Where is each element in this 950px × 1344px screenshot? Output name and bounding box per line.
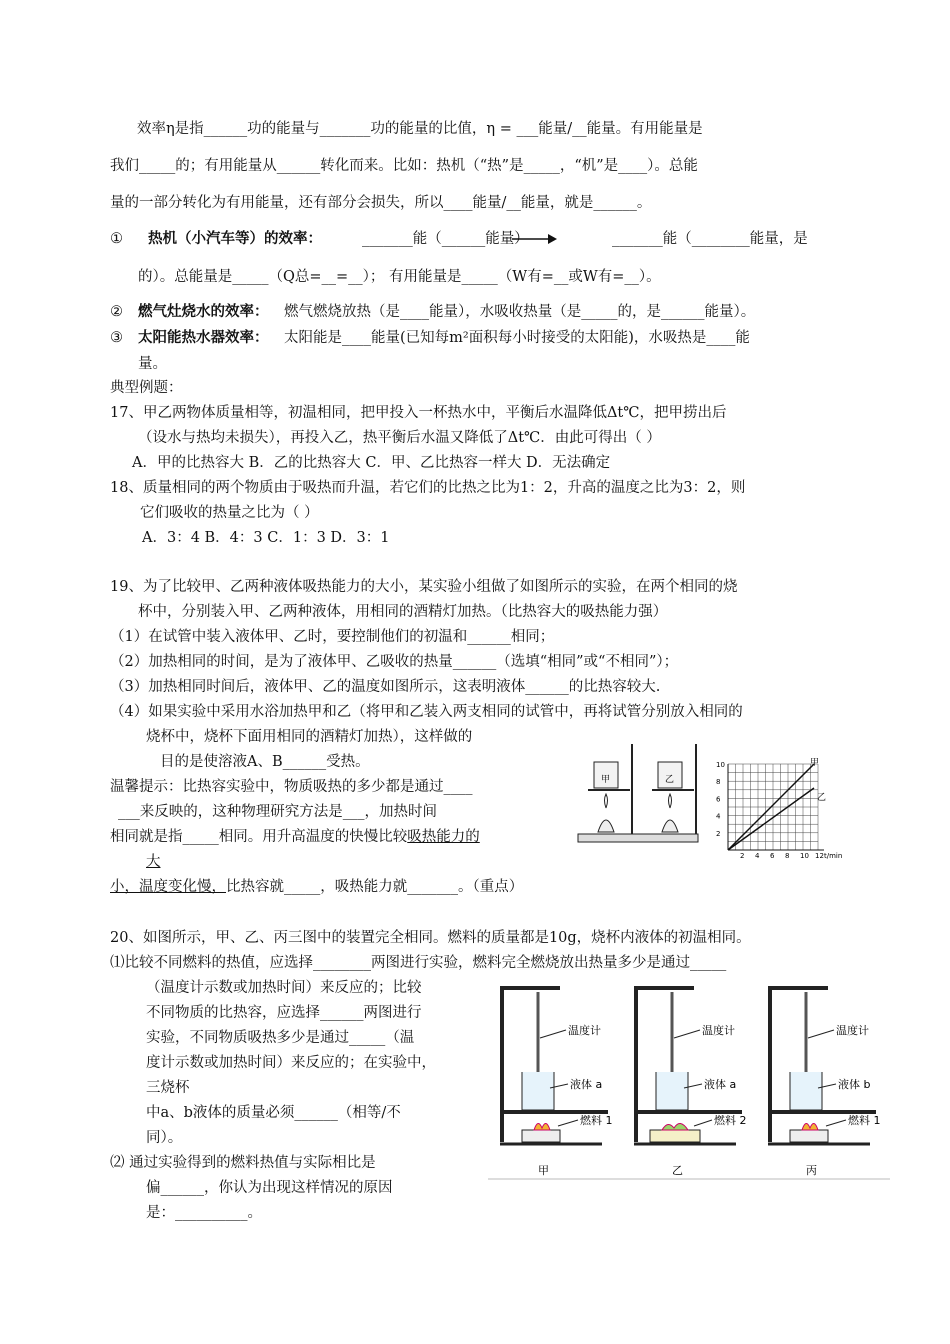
- q17-options: A．甲的比热容大 B．乙的比热容大 C．甲、乙比热容一样大 D．无法确定: [132, 455, 611, 471]
- q20-setup-jia: [500, 986, 613, 1177]
- q20-part-1d: 实验，不同物质吸热多少是通过_____（温: [146, 1030, 415, 1046]
- svg-text:燃料 1: 燃料 1: [580, 1114, 613, 1127]
- svg-text:温度计: 温度计: [568, 1024, 601, 1037]
- graph-y-tick: 10: [716, 761, 725, 769]
- svg-text:液体 a: 液体 a: [704, 1078, 737, 1091]
- item-3-text: 太阳能是____能量(已知每m²面积每小时接受的太阳能)，水吸热是____能: [284, 330, 750, 346]
- graph-y-tick: 8: [716, 778, 721, 787]
- q19-sub-4c: 目的是使溶液A、B______受热。: [160, 754, 370, 770]
- q18-options: A．3：4 B．4：3 C．1：3 D．3：1: [142, 530, 390, 546]
- item-2-number: ②: [110, 304, 123, 320]
- q19-tip-1: 温馨提示：比热容实验中，物质吸热的多少都是通过____: [110, 779, 473, 795]
- q20-part-1b: （温度计示数或加热时间）来反应的；比较: [146, 980, 422, 996]
- q20-part-2b: 偏______，你认为出现这样情况的原因: [146, 1180, 393, 1196]
- q20-part-2a: ⑵ 通过实验得到的燃料热值与实际相比是: [110, 1155, 376, 1171]
- q20-part-1h: 同）。: [146, 1130, 183, 1146]
- item-1-useful: _______能（________能量，是: [612, 231, 808, 247]
- q18-line-2: 它们吸收的热量之比为（ ）: [140, 505, 319, 521]
- intro-line-2: 我们_____的；有用能量从______转化而来。比如：热机（“热”是_____，“机”是____）。总能: [110, 158, 698, 174]
- q19-apparatus-figure: [568, 738, 708, 850]
- item-3-title: 太阳能热水器效率：: [138, 329, 269, 346]
- graph-x-tick: 10: [800, 852, 809, 860]
- q20-part-1g: 中a、b液体的质量必须______（相等/不: [146, 1105, 401, 1121]
- graph-y-tick: 6: [716, 795, 721, 804]
- q19-tip-2: ___来反映的，这种物理研究方法是___，加热时间: [118, 804, 437, 820]
- q20-part-2c: 是：__________。: [146, 1205, 262, 1221]
- svg-text:甲: 甲: [538, 1164, 549, 1177]
- graph-x-tick: 4: [755, 852, 760, 860]
- q20-part-1a: ⑴比较不同燃料的热值，应选择________两图进行实验，燃料完全燃烧放出热量多少是通过_____: [110, 955, 727, 971]
- arrow-icon: [510, 232, 560, 246]
- q20-part-1f: 三烧杯: [146, 1080, 190, 1096]
- graph-label-yi: 乙: [817, 793, 827, 803]
- graph-x-tick: 12: [815, 852, 824, 860]
- q19-sub-4b: 烧杯中，烧杯下面用相同的酒精灯加热），这样做的: [146, 729, 473, 745]
- svg-text:乙: 乙: [672, 1164, 683, 1177]
- q20-setup-yi: [634, 986, 747, 1177]
- item-2-title: 燃气灶烧水的效率：: [138, 303, 269, 320]
- q19-tip-5: 小，温度变化慢，比热容就_____，吸热能力就_______。（重点）: [110, 879, 524, 895]
- q19-temperature-graph: [714, 758, 874, 862]
- q18-line-1: 18、质量相同的两个物质由于吸热而升温，若它们的比热之比为1：2，升高的温度之比为3：2，则: [110, 480, 746, 496]
- beaker-label-1: 甲: [601, 775, 611, 785]
- q20-apparatus-figure: [488, 980, 890, 1180]
- item-1-total: _______能（______能量）: [362, 231, 529, 247]
- intro-line-3: 量的一部分转化为有用能量，还有部分会损失，所以____能量/__能量，就是______。: [110, 195, 652, 211]
- q19-line-2: 杯中，分别装入甲、乙两种液体，用相同的酒精灯加热。（比热容大的吸热能力强）: [138, 604, 668, 620]
- svg-text:液体 b: 液体 b: [838, 1078, 871, 1091]
- q19-tip-3: 相同就是指_____相同。用升高温度的快慢比较吸热能力的: [110, 829, 480, 845]
- svg-text:燃料 2: 燃料 2: [714, 1114, 747, 1127]
- item-3-text-2: 量。: [138, 356, 167, 372]
- graph-label-jia: 甲: [810, 758, 820, 768]
- svg-text:温度计: 温度计: [836, 1024, 869, 1037]
- q19-sub-3: （3）加热相同时间后，液体甲、乙的温度如图所示，这表明液体______的比热容较大.: [110, 679, 661, 695]
- graph-x-tick: 2: [740, 852, 745, 860]
- graph-x-unit: t/min: [824, 852, 843, 860]
- svg-text:丙: 丙: [806, 1164, 817, 1177]
- graph-y-tick: 2: [716, 829, 721, 838]
- item-1-title: 热机（小汽车等）的效率：: [148, 230, 322, 247]
- q20-part-1c: 不同物质的比热容，应选择______两图进行: [146, 1005, 422, 1021]
- svg-text:燃料 1: 燃料 1: [848, 1114, 881, 1127]
- q20-part-1e: 度计示数或加热时间）来反应的；在实验中，: [146, 1055, 436, 1071]
- q19-sub-1: （1）在试管中装入液体甲、乙时，要控制他们的初温和______相同；: [110, 629, 555, 645]
- q19-sub-2: （2）加热相同的时间，是为了液体甲、乙吸收的热量______（选填“相同”或“不相同”）；: [110, 654, 679, 670]
- graph-line-yi: [728, 788, 814, 850]
- q19-tip-4: 大: [146, 854, 161, 870]
- item-1-number: ①: [110, 231, 123, 247]
- examples-heading: 典型例题：: [110, 380, 183, 396]
- q19-sub-4a: （4）如果实验中采用水浴加热甲和乙（将甲和乙装入两支相同的试管中，再将试管分别放入相同的: [110, 704, 743, 720]
- q17-line-1: 17、甲乙两物体质量相等，初温相同，把甲投入一杯热水中，平衡后水温降低Δt℃，把甲捞出后: [110, 405, 727, 421]
- graph-y-tick: 4: [716, 812, 721, 821]
- intro-line-1: 效率η是指______功的能量与_______功的能量的比值，η = ___能量/__能量。有用能量是: [137, 121, 703, 137]
- q20-setup-bing: [768, 986, 881, 1177]
- q20-line-1: 20、如图所示，甲、乙、丙三图中的装置完全相同。燃料的质量都是10g，烧杯内液体的初温相同。: [110, 930, 751, 946]
- beaker-label-2: 乙: [665, 775, 675, 785]
- graph-x-tick: 6: [770, 852, 775, 860]
- item-1-line-2: 的）。总能量是_____（Q总=__=__）； 有用能量是_____（W有=__或W有=__）。: [138, 269, 661, 285]
- q19-line-1: 19、为了比较甲、乙两种液体吸热能力的大小，某实验小组做了如图所示的实验，在两个相同的烧: [110, 579, 738, 595]
- svg-text:温度计: 温度计: [702, 1024, 735, 1037]
- item-2-text: 燃气燃烧放热（是____能量），水吸收热量（是_____的，是______能量）。: [284, 304, 756, 320]
- svg-text:液体 a: 液体 a: [570, 1078, 603, 1091]
- q17-line-2: （设水与热均未损失），再投入乙，热平衡后水温又降低了Δt℃．由此可得出（ ）: [138, 430, 661, 446]
- graph-x-tick: 8: [785, 852, 790, 860]
- item-3-number: ③: [110, 330, 123, 346]
